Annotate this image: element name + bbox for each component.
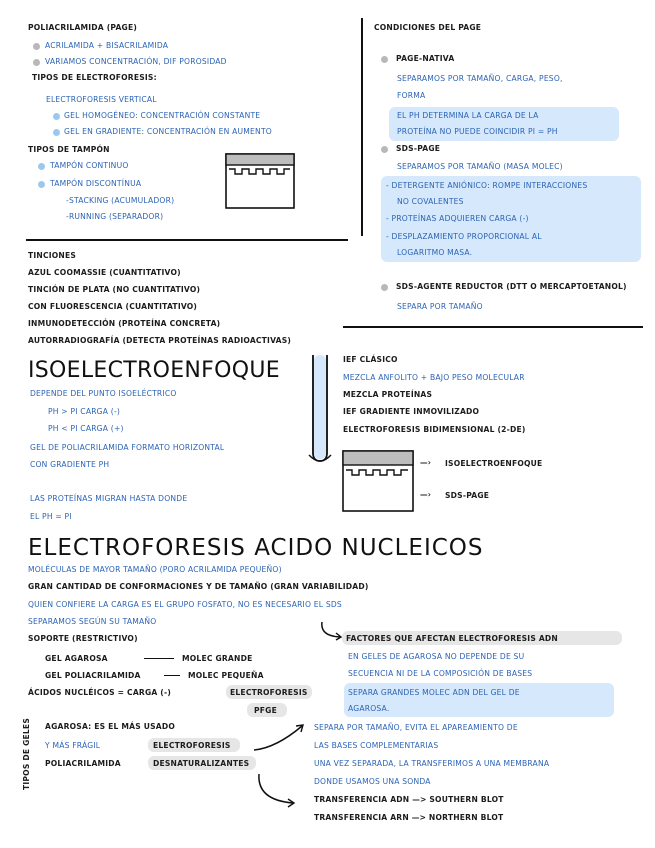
iso-line-4: GEL DE POLIACRILAMIDA FORMATO HORIZONTAL (30, 443, 225, 452)
ph-line-1: EL PH DETERMINA LA CARGA DE LA (397, 111, 539, 120)
curved-arrow-icon (255, 772, 305, 808)
tincion-2: TINCIÓN DE PLATA (NO CUANTITATIVO) (28, 285, 201, 294)
gel-2de-icon (342, 450, 414, 512)
bullet-icon (53, 129, 60, 136)
mas-fragil: Y MÁS FRÁGIL (45, 741, 101, 750)
separa-line-4: DONDE USAMOS UNA SONDA (314, 777, 431, 786)
sds-line-5: - DESPLAZAMIENTO PROPORCIONAL AL (386, 232, 542, 241)
gel-gradiente: GEL EN GRADIENTE: CONCENTRACIÓN EN AUMENTO (64, 127, 272, 136)
separa-line-2: LAS BASES COMPLEMENTARIAS (314, 741, 439, 750)
tinciones-title: TINCIONES (28, 251, 77, 260)
tampon-continuo: TAMPÓN CONTINUO (50, 161, 129, 170)
arrow-line (144, 658, 174, 659)
separa-line-3: UNA VEZ SEPARADA, LA TRANSFERIMOS A UNA MEMBRANA (314, 759, 550, 768)
tipos-electroforesis: TIPOS DE ELECTROFORESIS: (32, 73, 157, 82)
left-divider-1 (26, 239, 348, 241)
ief-arrow-1: ISOELECTROENFOQUE (445, 459, 543, 468)
tincion-1: AZUL COOMASSIE (CUANTITATIVO) (28, 268, 181, 277)
gel-agarosa: GEL AGAROSA (45, 654, 108, 663)
reductor-line-1: SEPARA POR TAMAÑO (397, 302, 483, 311)
nuc-line-5: SOPORTE (RESTRICTIVO) (28, 634, 138, 643)
stacking: -STACKING (ACUMULADOR) (66, 196, 175, 205)
curved-arrow-icon (252, 722, 312, 754)
factores-4: AGAROSA. (348, 704, 390, 713)
molec-pequena: MOLEC PEQUEÑA (188, 671, 264, 680)
nuc-line-1: MOLÉCULAS DE MAYOR TAMAÑO (PORO ACRILAMIDA PEQUEÑO) (28, 565, 282, 574)
vertical-divider (361, 18, 363, 236)
iso-line-1: DEPENDE DEL PUNTO ISOELÉCTRICO (30, 389, 177, 398)
sds-reductor: SDS-AGENTE REDUCTOR (DTT O MERCAPTOETANOL) (396, 282, 627, 291)
iso-line-2: PH > PI CARGA (-) (48, 407, 121, 416)
page-section-title: POLIACRILAMIDA (PAGE) (28, 23, 138, 32)
ph-line-2: PROTEÍNA NO PUEDE COINCIDIR PI = PH (397, 127, 558, 136)
separa-line-1: SEPARA POR TAMAÑO, EVITA EL APAREAMIENTO DE (314, 723, 518, 732)
running: -RUNNING (SEPARADOR) (66, 212, 164, 221)
ief-line-4: IEF GRADIENTE INMOVILIZADO (343, 407, 480, 416)
tincion-3: CON FLUORESCENCIA (CUANTITATIVO) (28, 302, 198, 311)
nativa-line-1: SEPARAMOS POR TAMAÑO, CARGA, PESO, (397, 74, 563, 83)
factores-2: SECUENCIA NI DE LA COMPOSICIÓN DE BASES (348, 669, 533, 678)
bullet-icon (381, 56, 388, 63)
tincion-4: INMUNODETECCIÓN (PROTEÍNA CONCRETA) (28, 319, 221, 328)
transferencia-adn: TRANSFERENCIA ADN —> SOUTHERN BLOT (314, 795, 504, 804)
sds-line-2: - DETERGENTE ANIÓNICO: ROMPE INTERACCIONES (386, 181, 588, 190)
bullet-icon (38, 181, 45, 188)
sds-line-4: - PROTEÍNAS ADQUIEREN CARGA (-) (386, 214, 529, 223)
factores-1: EN GELES DE AGAROSA NO DEPENDE DE SU (348, 652, 525, 661)
nucleicos-title: ELECTROFORESIS ACIDO NUCLEICOS (28, 535, 484, 561)
ief-line-1: IEF CLÁSICO (343, 355, 398, 364)
nuc-line-2: GRAN CANTIDAD DE CONFORMACIONES Y DE TAMAÑO (GRAN VARIABILIDAD) (28, 582, 369, 591)
condiciones-title: CONDICIONES DEL PAGE (374, 23, 482, 32)
tampon-discontinua: TAMPÓN DISCONTÍNUA (50, 179, 142, 188)
page-nativa: PAGE-NATIVA (396, 54, 455, 63)
ief-arrow-2: SDS-PAGE (445, 491, 490, 500)
isoelectroenfoque-title: ISOELECTROENFOQUE (28, 358, 280, 383)
factores-3: SEPARA GRANDES MOLEC ADN DEL GEL DE (348, 688, 520, 697)
sds-line-3: NO COVALENTES (397, 197, 464, 206)
iso-line-5: CON GRADIENTE PH (30, 460, 110, 469)
nuc-line-4: SEPARAMOS SEGÚN SU TAMAÑO (28, 617, 157, 626)
right-divider-1 (343, 326, 643, 328)
bullet-icon (33, 59, 40, 66)
agarosa-usado: AGAROSA: ES EL MÁS USADO (45, 722, 176, 731)
sds-line-1: SEPARAMOS POR TAMAÑO (MASA MOLEC) (397, 162, 563, 171)
nativa-line-2: FORMA (397, 91, 426, 100)
desnaturalizantes-label: DESNATURALIZANTES (153, 759, 250, 768)
tipos-tampon: TIPOS DE TAMPÓN (28, 145, 110, 154)
nuc-line-3: QUIEN CONFIERE LA CARGA ES EL GRUPO FOSFATO, NO ES NECESARIO EL SDS (28, 600, 342, 609)
sds-line-6: LOGARITMO MASA. (397, 248, 473, 257)
bullet-icon (381, 146, 388, 153)
arrow-icon: —› (420, 458, 432, 467)
bullet-icon (381, 284, 388, 291)
electroforesis-label: ELECTROFORESIS (230, 688, 308, 697)
molec-grande: MOLEC GRANDE (182, 654, 253, 663)
gel-diagram-icon (225, 153, 295, 209)
poliacrilamida-label: POLIACRILAMIDA (45, 759, 121, 768)
bullet-icon (38, 163, 45, 170)
line-acrilamida: ACRILAMIDA + BISACRILAMIDA (45, 41, 169, 50)
sds-page: SDS-PAGE (396, 144, 441, 153)
tube-icon (305, 353, 335, 468)
bullet-icon (53, 113, 60, 120)
tincion-5: AUTORRADIOGRAFÍA (DETECTA PROTEÍNAS RADIOACTIVAS) (28, 336, 292, 345)
line-variamos: VARIAMOS CONCENTRACIÓN, DIF POROSIDAD (45, 57, 227, 66)
pfge-label: PFGE (254, 706, 277, 715)
gel-poliacrilamida: GEL POLIACRILAMIDA (45, 671, 141, 680)
electroforesis-vertical: ELECTROFORESIS VERTICAL (46, 95, 157, 104)
acidos-carga: ÁCIDOS NUCLÉICOS = CARGA (-) (28, 688, 171, 697)
ief-line-3: MEZCLA PROTEÍNAS (343, 390, 433, 399)
arrow-line (164, 675, 180, 676)
gel-homogeneo: GEL HOMOGÉNEO: CONCENTRACIÓN CONSTANTE (64, 111, 261, 120)
ief-line-5: ELECTROFORESIS BIDIMENSIONAL (2-DE) (343, 425, 526, 434)
iso-line-3: PH < PI CARGA (+) (48, 424, 124, 433)
bullet-icon (33, 43, 40, 50)
arrow-icon: —› (420, 490, 432, 499)
tipos-geles-vertical: TIPOS DE GELES (22, 718, 31, 790)
iso-line-7: EL PH = PI (30, 512, 72, 521)
factores-title: FACTORES QUE AFECTAN ELECTROFORESIS ADN (346, 634, 558, 643)
iso-line-6: LAS PROTEÍNAS MIGRAN HASTA DONDE (30, 494, 188, 503)
electroforesis-label-2: ELECTROFORESIS (153, 741, 231, 750)
transferencia-arn: TRANSFERENCIA ARN —> NORTHERN BLOT (314, 813, 504, 822)
ief-line-2: MEZCLA ANFOLITO + BAJO PESO MOLECULAR (343, 373, 525, 382)
